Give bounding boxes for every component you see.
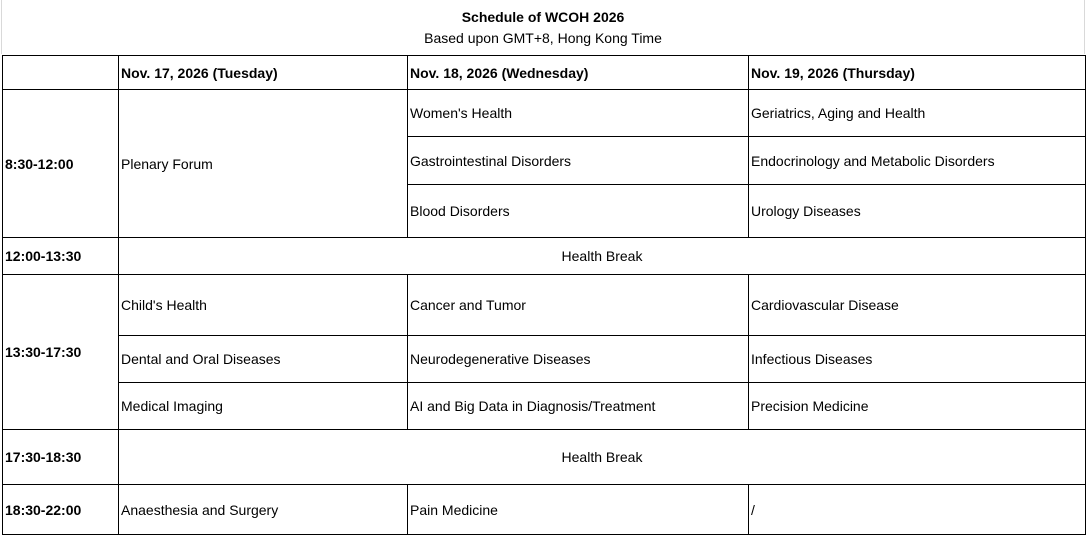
schedule-title: Schedule of WCOH 2026 (461, 9, 625, 25)
session-cell: AI and Big Data in Diagnosis/Treatment (408, 383, 749, 430)
session-cell: Anaesthesia and Surgery (119, 485, 408, 535)
time-slot-afternoon: 13:30-17:30 (3, 275, 119, 430)
session-cell: Dental and Oral Diseases (119, 336, 408, 383)
table-row (3, 485, 1086, 535)
session-cell: Precision Medicine (749, 383, 1086, 430)
header-tuesday: Nov. 17, 2026 (Tuesday) (119, 56, 408, 90)
session-cell: Infectious Diseases (749, 336, 1086, 383)
session-cell: Cancer and Tumor (408, 275, 749, 336)
health-break-cell: Health Break (119, 430, 1086, 485)
session-cell: Women's Health (408, 90, 749, 137)
header-wednesday: Nov. 18, 2026 (Wednesday) (408, 56, 749, 90)
table-row (3, 430, 1086, 485)
health-break-cell: Health Break (119, 238, 1086, 275)
table-row (3, 90, 1086, 137)
session-cell: Geriatrics, Aging and Health (749, 90, 1086, 137)
time-slot-break2: 17:30-18:30 (3, 430, 119, 485)
time-slot-morning: 8:30-12:00 (3, 90, 119, 238)
table-row (3, 383, 1086, 430)
header-time (3, 56, 119, 90)
session-cell: Child's Health (119, 275, 408, 336)
session-cell: Gastrointestinal Disorders (408, 137, 749, 185)
table-row (3, 336, 1086, 383)
session-cell: Neurodegenerative Diseases (408, 336, 749, 383)
session-cell: Endocrinology and Metabolic Disorders (749, 137, 1086, 185)
title-area (1, 0, 1085, 54)
table-row (3, 275, 1086, 336)
schedule-subtitle: Based upon GMT+8, Hong Kong Time (424, 30, 662, 46)
session-cell: Pain Medicine (408, 485, 749, 535)
session-cell: / (749, 485, 1086, 535)
table-row (3, 238, 1086, 275)
time-slot-break1: 12:00-13:30 (3, 238, 119, 275)
header-thursday: Nov. 19, 2026 (Thursday) (749, 56, 1086, 90)
session-cell: Cardiovascular Disease (749, 275, 1086, 336)
time-slot-evening: 18:30-22:00 (3, 485, 119, 535)
session-cell: Blood Disorders (408, 185, 749, 238)
header-row (3, 56, 1086, 90)
session-cell: Plenary Forum (119, 90, 408, 238)
session-cell: Medical Imaging (119, 383, 408, 430)
schedule-table (2, 55, 1086, 535)
session-cell: Urology Diseases (749, 185, 1086, 238)
